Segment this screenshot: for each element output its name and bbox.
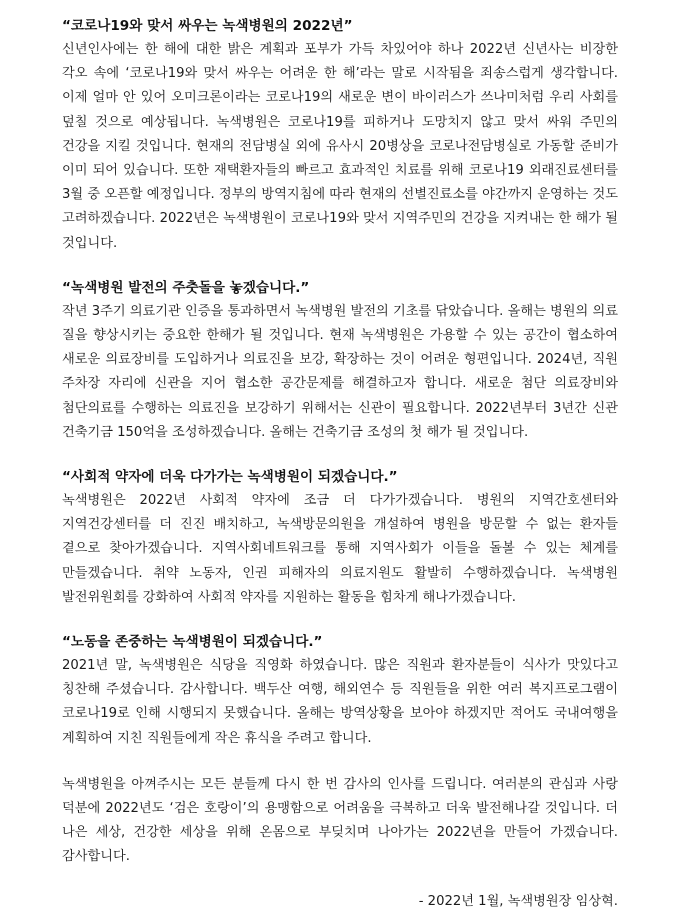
section-title: “사회적 약자에 더욱 다가가는 녹색병원이 되겠습니다.”	[62, 469, 398, 486]
section-labor	[62, 630, 618, 751]
section-title: “노동을 존중하는 녹색병원이 되겠습니다.”	[62, 634, 323, 651]
section-body: 2021년 말, 녹색병원은 식당을 직영화 하였습니다. 많은 직원과 환자분들이 식사가 맛있다고 칭찬해 주셨습니다. 감사합니다. 백두산 여행, 해외연수 등 직원들을 위한 여러 복지프로그램이 코로나19로 인해 시행되지 못했습니다. 올해는 방역상황을 보아야 하겠지만 적어도 국내여행을 계획하여 지친 직원들에게 작은 휴식을 주려고 합니다.	[62, 658, 618, 746]
new-year-letter	[62, 14, 618, 914]
section-title: “코로나19와 맞서 싸우는 녹색병원의 2022년”	[62, 18, 353, 34]
section-title: “녹색병원 발전의 주춧돌을 놓겠습니다.”	[62, 279, 310, 296]
signature: - 2022년 1월, 녹색병원장 임상혁.	[418, 893, 618, 909]
section-body: 작년 3주기 의료기관 인증을 통과하면서 녹색병원 발전의 기초를 닦았습니다. 올해는 병원의 의료 질을 향상시키는 중요한 한해가 될 것입니다. 현재 녹색병원은 가용할 수 있는 공간이 협소하여 새로운 의료장비를 도입하거나 의료진을 보강, 확장하는 것이 어려운 형편입니다. 2024년, 직원 주차장 자리에 신관을 지어 협소한 공간문제를 해결하고자 합니다. 새로운 첨단 의료장비와 첨단의료를 수행하는 의료진을 보강하기 위해서는 신관이 필요합니다. 2022년부터 3년간 신관 건축기금 150억을 조성하겠습니다. 올해는 건축기금 조성의 첫 해가 될 것입니다.	[62, 303, 618, 440]
section-covid	[62, 14, 618, 256]
section-body: 녹색병원은 2022년 사회적 약자에 조금 더 다가가겠습니다. 병원의 지역간호센터와 지역건강센터를 더 진진 배치하고, 녹색방문의원을 개설하여 병원을 방문할 수 없는 환자들 곁으로 찾아가겠습니다. 지역사회네트워크를 통해 지역사회가 이들을 돌볼 수 있는 체계를 만들겠습니다. 취약 노동자, 인권 피해자의 의료지원도 활발히 수행하겠습니다. 녹색병원 발전위원회를 강화하여 사회적 약자를 지원하는 활동을 힘차게 해나가겠습니다.	[62, 493, 618, 605]
section-body: 신년인사에는 한 해에 대한 밝은 계획과 포부가 가득 차있어야 하나 2022년 신년사는 비장한 각오 속에 ‘코로나19와 맞서 싸우는 어려운 한 해’라는 말로 시작됨을 죄송스럽게 생각합니다. 이제 얼마 안 있어 오미크론이라는 코로나19의 새로운 변이 바이러스가 쓰나미처럼 우리 사회를 덮칠 것으로 예상됩니다. 녹색병원은 코로나19를 피하거나 도망치지 않고 맞서 싸워 주민의 건강을 지킬 것입니다. 현재의 전담병실 외에 유사시 20병상을 코로나전담병실로 가동할 준비가 이미 되어 있습니다. 또한 재택환자들의 빠르고 효과적인 치료를 위해 코로나19 외래진료센터를 3월 중 오픈할 예정입니다. 정부의 방역지침에 따라 현재의 선별진료소를 야간까지 운영하는 것도 고려하겠습니다. 2022년은 녹색병원이 코로나19와 맞서 지역주민의 건강을 지켜내는 한 해가 될 것입니다.	[62, 42, 618, 251]
section-foundation	[62, 276, 618, 445]
section-social-vulnerable	[62, 465, 618, 610]
closing-paragraph: 녹색병원을 아껴주시는 모든 분들께 다시 한 번 감사의 인사를 드립니다. 여러분의 관심과 사랑 덕분에 2022년도 ‘검은 호랑이’의 용맹함으로 어려움을 극복하고 더욱 발전해나갈 것입니다. 더 나은 세상, 건강한 세상을 위해 온몸으로 부딪치며 나아가는 2022년을 만들어 가겠습니다. 감사합니다.	[62, 776, 618, 865]
